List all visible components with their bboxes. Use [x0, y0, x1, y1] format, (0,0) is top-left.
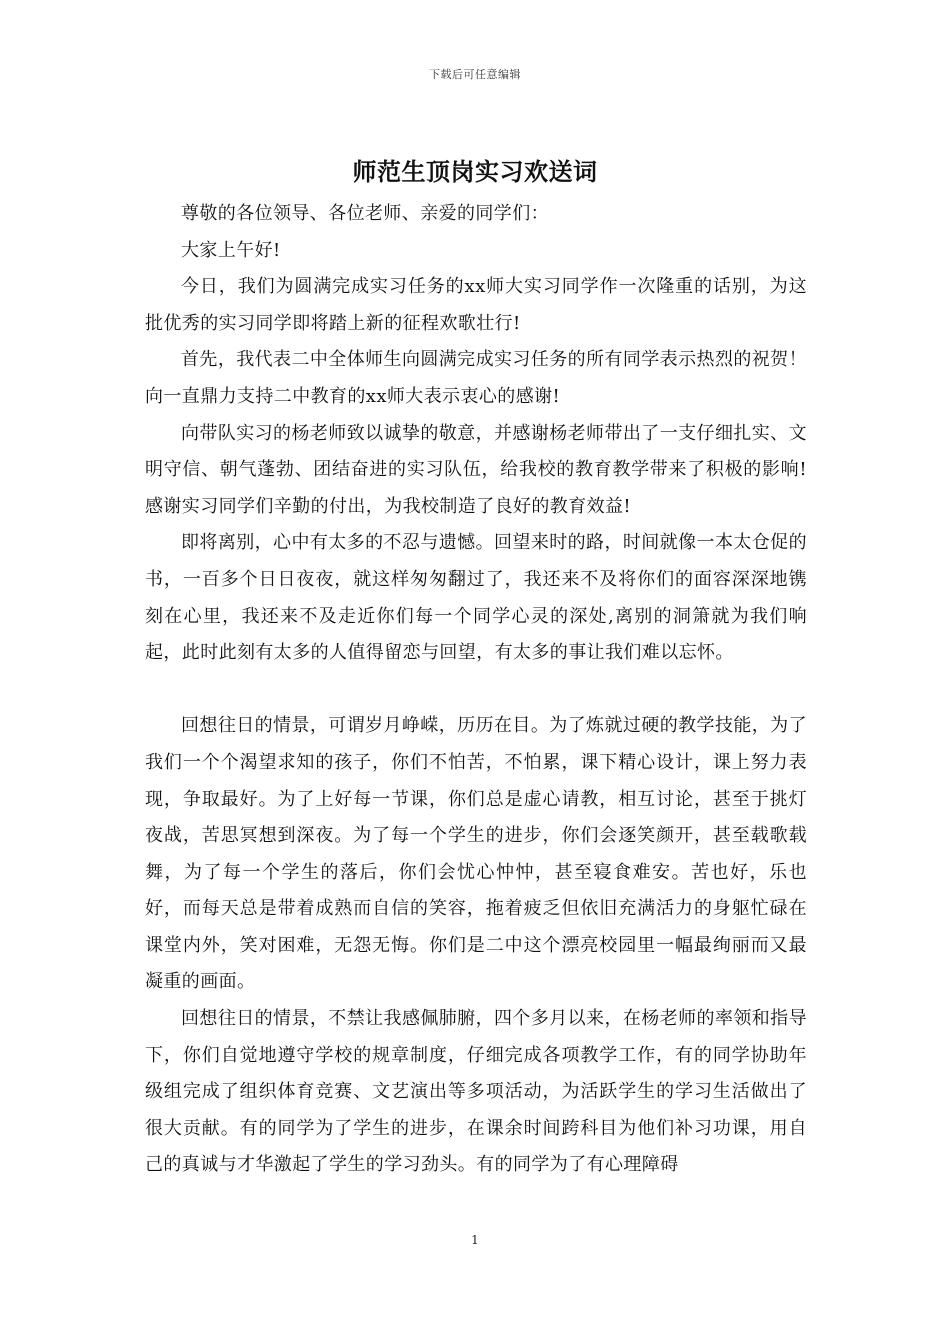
document-title: 师范生顶岗实习欢送词 [352, 157, 598, 186]
salutation-paragraph: 尊敬的各位领导、各位老师、亲爱的同学们： [181, 203, 549, 224]
body-paragraph: 回想往日的情景，可谓岁月峥嵘，历历在目。为了炼就过硬的教学技能，为了我们一个个渴望求知的孩子，你们不怕苦，不怕累，课下精心设计，课上努力表现，争取最好。为了上好每一节课，你们总是虚心请教，相互讨论，甚至于挑灯夜战，苦思冥想到深夜。为了每一个学生的进步，你们会逐笑颜开，甚至载歌载舞，为了每一个学生的落后，你们会忧心忡忡，甚至寝食难安。苦也好，乐也好，而每天总是带着成熟而自信的笑容，拖着疲乏但依旧充满活力的身躯忙碌在课堂内外，笑对困难，无怨无悔。你们是二中这个漂亮校园里一幅最绚丽而又最凝重的画面。 [145, 715, 807, 993]
document-body [145, 196, 807, 1184]
body-paragraph: 首先，我代表二中全体师生向圆满完成实习任务的所有同学表示热烈的祝贺！向一直鼎力支持二中教育的xx师大表示衷心的感谢! [145, 349, 807, 407]
greeting-paragraph: 大家上午好! [181, 239, 281, 261]
body-paragraph: 即将离别，心中有太多的不忍与遗憾。回望来时的路，时间就像一本太仓促的书，一百多个日日夜夜，就这样匆匆翻过了，我还来不及将你们的面容深深地镌刻在心里，我还来不及走近你们每一个同学心灵的深处,离别的洞箫就为我们响起，此时此刻有太多的人值得留恋与回望，有太多的事让我们难以忘怀。 [145, 532, 807, 664]
page-header-note: 下载后可任意编辑 [429, 68, 521, 81]
blank-line [145, 672, 807, 709]
body-paragraph: 向带队实习的杨老师致以诚挚的敬意，并感谢杨老师带出了一支仔细扎实、文明守信、朝气蓬勃、团结奋进的实习队伍，给我校的教育教学带来了积极的影响!感谢实习同学们辛勤的付出，为我校制造了良好的教育效益! [145, 422, 807, 517]
body-paragraph: 回想往日的情景，不禁让我感佩肺腑，四个多月以来，在杨老师的率领和指导下，你们自觉地遵守学校的规章制度，仔细完成各项教学工作，有的同学协助年级组完成了组织体育竞赛、文艺演出等多项活动，为活跃学生的学习生活做出了很大贡献。有的同学为了学生的进步，在课余时间跨科目为他们补习功课，用自己的真诚与才华激起了学生的学习劲头。有的同学为了有心理障碍 [145, 1008, 807, 1176]
page-number: 1 [471, 1233, 479, 1247]
body-paragraph: 今日，我们为圆满完成实习任务的xx师大实习同学作一次隆重的话别，为这批优秀的实习同学即将踏上新的征程欢歌壮行! [145, 276, 807, 334]
